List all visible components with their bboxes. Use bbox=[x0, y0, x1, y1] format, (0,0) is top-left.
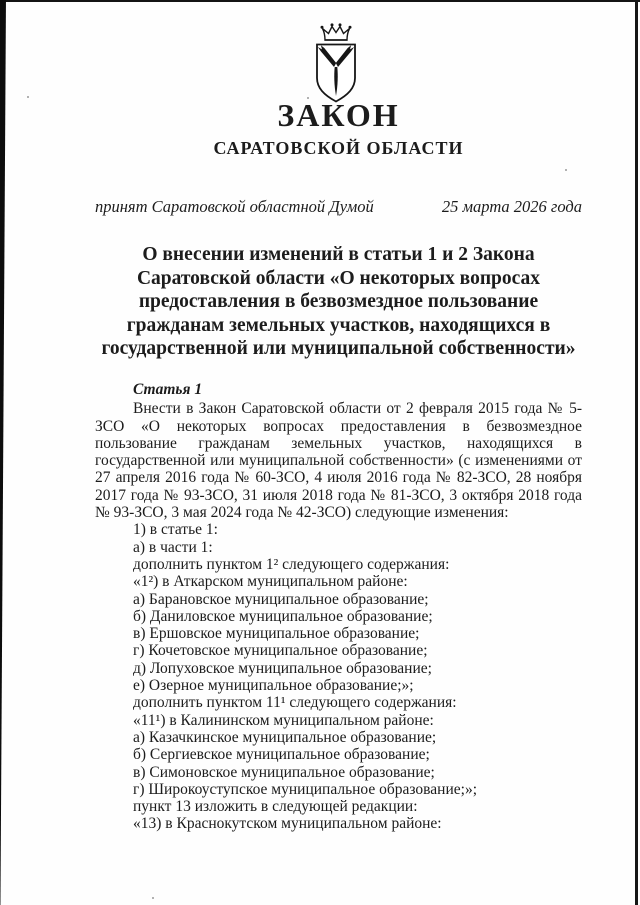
law-word-title: ЗАКОН bbox=[277, 97, 400, 133]
amendment-line: г) Широкоуступское муниципальное образование;»; bbox=[133, 780, 478, 798]
scan-speck bbox=[27, 96, 29, 98]
scan-edge-right bbox=[635, 0, 638, 905]
amendment-line: дополнить пунктом 11¹ следующего содержания: bbox=[133, 694, 457, 712]
amendment-line: б) Сергиевское муниципальное образование; bbox=[133, 746, 430, 764]
amendment-line: а) Казачкинское муниципальное образование; bbox=[133, 728, 437, 746]
scan-edge-top bbox=[0, 0, 640, 2]
document-title-line: гражданам земельных участков, находящихся в bbox=[126, 314, 551, 336]
masthead bbox=[95, 98, 582, 159]
amendment-line: дополнить пунктом 1² следующего содержания: bbox=[133, 555, 450, 573]
document-title-line: предоставления в безвозмездное пользование bbox=[138, 291, 539, 312]
amendment-line: пункт 13 изложить в следующей редакции: bbox=[133, 798, 418, 816]
article-1 bbox=[95, 381, 582, 833]
amendment-line: в) Симоновское муниципальное образование; bbox=[133, 763, 435, 781]
amendment-line: «11¹) в Калининском муниципальном районе: bbox=[133, 711, 434, 729]
amendment-line: д) Лопуховское муниципальное образование; bbox=[133, 659, 432, 677]
amendment-line: «1²) в Аткарском муниципальном районе: bbox=[133, 573, 408, 591]
scan-edge-left bbox=[0, 0, 6, 905]
adoption-date: 25 марта 2026 года bbox=[441, 197, 582, 216]
document-title bbox=[85, 243, 592, 361]
saratov-emblem-icon bbox=[313, 22, 359, 104]
scan-speck bbox=[152, 897, 154, 899]
amendment-list bbox=[95, 521, 582, 832]
amendment-line: е) Озерное муниципальное образование;»; bbox=[133, 677, 414, 695]
amendment-line: б) Даниловское муниципальное образование; bbox=[133, 607, 433, 625]
region-subtitle: САРАТОВСКОЙ ОБЛАСТИ bbox=[213, 138, 464, 159]
article-1-heading: Статья 1 bbox=[133, 381, 203, 398]
article-1-intro-paragraph: Внести в Закон Саратовской области от 2 февраля 2015 года № 5-ЗСО «О некоторых вопросах предоставления в безвозмездное пользование гражданам земельных участков, находящихся в государственной или муниципальной собственности» (с изменениями от 27 апреля 2016 года № 60-ЗСО, 4 июля 2016 года № 82-ЗСО, 28 ноября 2017 года № 93-ЗСО, 31 июля 2018 года № 81-ЗСО, 3 октября 2018 года № 93-ЗСО, 3 мая 2024 года № 42-ЗСО) следующие изменения: bbox=[95, 400, 582, 522]
adoption-line bbox=[95, 197, 582, 217]
amendment-line: г) Кочетовское муниципальное образование; bbox=[133, 642, 428, 660]
amendment-line: «13) в Краснокутском муниципальном районе: bbox=[133, 815, 442, 833]
document-title-line: государственной или муниципальной собственности» bbox=[101, 338, 576, 359]
scan-speck bbox=[565, 169, 567, 171]
amendment-line: 1) в статье 1: bbox=[133, 521, 218, 539]
amendment-line: а) в части 1: bbox=[133, 538, 213, 556]
document-title-line: Саратовской области «О некоторых вопросах bbox=[136, 267, 541, 289]
amendment-line: а) Барановское муниципальное образование; bbox=[133, 590, 429, 608]
adopted-by-text: принят Саратовской областной Думой bbox=[95, 197, 374, 216]
document-title-line: О внесении изменений в статьи 1 и 2 Закона bbox=[142, 244, 535, 265]
amendment-line: в) Ершовское муниципальное образование; bbox=[133, 625, 420, 643]
